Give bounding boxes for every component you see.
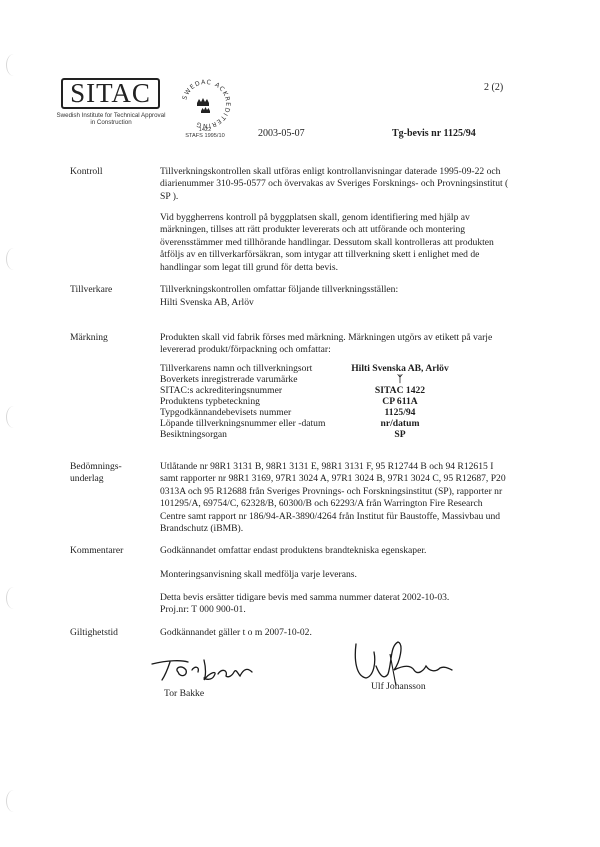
punch-hole (6, 406, 21, 428)
certificate-number: Tg-bevis nr 1125/94 (392, 128, 476, 139)
kontroll-paragraph-2: Vid byggherrens kontroll på byggplatsen skall, genom identifiering med hjälp av märkningen, tillses att rätt produkter levererats och att utförande och montering överensstämmer med tillhörande handlingar. Dessutom skall kontrolleras att produkten åtföljs av en tillverkarförsäkran, som intygar att tillverkning skett i enlighet med de handlingar som legat till grund för detta bevis. (160, 212, 494, 273)
markning-row: Besiktningsorgan SP (160, 429, 406, 440)
section-label-giltighetstid: Giltighetstid (70, 627, 118, 638)
punch-hole (6, 54, 21, 76)
svg-text:SWEDAC ACKREDITERING: SWEDAC ACKREDITERING (181, 78, 232, 130)
boverket-mark-icon: ᛉ (397, 374, 403, 385)
page-number: 2 (2) (484, 82, 504, 93)
punch-hole (6, 587, 21, 609)
section-label-tillverkare: Tillverkare (70, 284, 113, 295)
signature-tor-bakke (148, 654, 258, 684)
kontroll-paragraph-1: Tillverkningskontrollen skall utföras enligt kontrollanvisningar daterade 1995-09-22 och diarienummer 310-95-0577 och övervakas av Sveriges Forsknings- och Provningsinstitut ( SP ). (160, 166, 509, 202)
section-label-kontroll: Kontroll (70, 166, 103, 177)
kommentarer-paragraph-3: Detta bevis ersätter tidigare bevis med samma nummer daterat 2002-10-03. (160, 592, 450, 603)
section-label-bedomning: Bedömnings- underlag (70, 461, 122, 485)
punch-hole (6, 790, 21, 812)
punch-hole (6, 248, 21, 270)
markning-row: SITAC:s ackrediteringsnummer SITAC 1422 (160, 385, 426, 396)
swedac-number: 1422 STAFS 1995/10 (185, 127, 225, 140)
signatory-right: Ulf Johansson (371, 681, 426, 692)
sitac-logo: SITAC (61, 78, 160, 109)
tillverkare-line-2: Hilti Svenska AB, Arlöv (160, 297, 254, 308)
markning-row: Typgodkännandebevisets nummer 1125/94 (160, 407, 416, 418)
markning-row: Tillverkarens namn och tillverkningsort Hilti Svenska AB, Arlöv (160, 363, 449, 374)
document-date: 2003-05-07 (258, 128, 305, 139)
markning-row: Produktens typbeteckning CP 611A (160, 396, 418, 407)
markning-row: Boverkets inregistrerade varumärke ᛉ (160, 375, 490, 386)
bedomning-text: Utlåtande nr 98R1 3131 B, 98R1 3131 E, 98R1 3131 F, 95 R12744 B och 94 R12615 I samt rapporter nr 98R1 3169, 97R1 3024 A, 97R1 3024 B, 97R1 3024 C, 95 R12687, P20 0313A och 95 R12688 från Sveriges Provnings- och Forskningsinstitut (SP), rapporter nr 101295/A, 69754/C, 62328/B, 60300/B och 62293/A från Warrington Fire Research Centre samt rapport nr 186/94-AR-3890/4264 från Institut für Baustoffe, Massivbau und Brandschutz (iBMB). (160, 461, 506, 535)
section-label-kommentarer: Kommentarer (70, 545, 124, 556)
markning-intro: Produkten skall vid fabrik förses med märkning. Märkningen utgörs av etikett på varje levererad produkt/förpackning och omfattar: (160, 332, 493, 356)
project-number: Proj.nr: T 000 900-01. (160, 604, 246, 615)
sitac-subtitle: Swedish Institute for Technical Approval in Construction (56, 112, 166, 126)
signatory-left: Tor Bakke (164, 688, 205, 699)
kommentarer-paragraph-1: Godkännandet omfattar endast produktens brandtekniska egenskaper. (160, 545, 427, 556)
tillverkare-line-1: Tillverkningskontrollen omfattar följande tillverkningsställen: (160, 284, 399, 295)
swedac-crown-icon (178, 76, 234, 132)
markning-row: Löpande tillverkningsnummer eller -datum nr/datum (160, 418, 420, 429)
giltighetstid-text: Godkännandet gäller t o m 2007-10-02. (160, 627, 312, 638)
kommentarer-paragraph-2: Monteringsanvisning skall medfölja varje leverans. (160, 569, 357, 580)
section-label-markning: Märkning (70, 332, 108, 343)
